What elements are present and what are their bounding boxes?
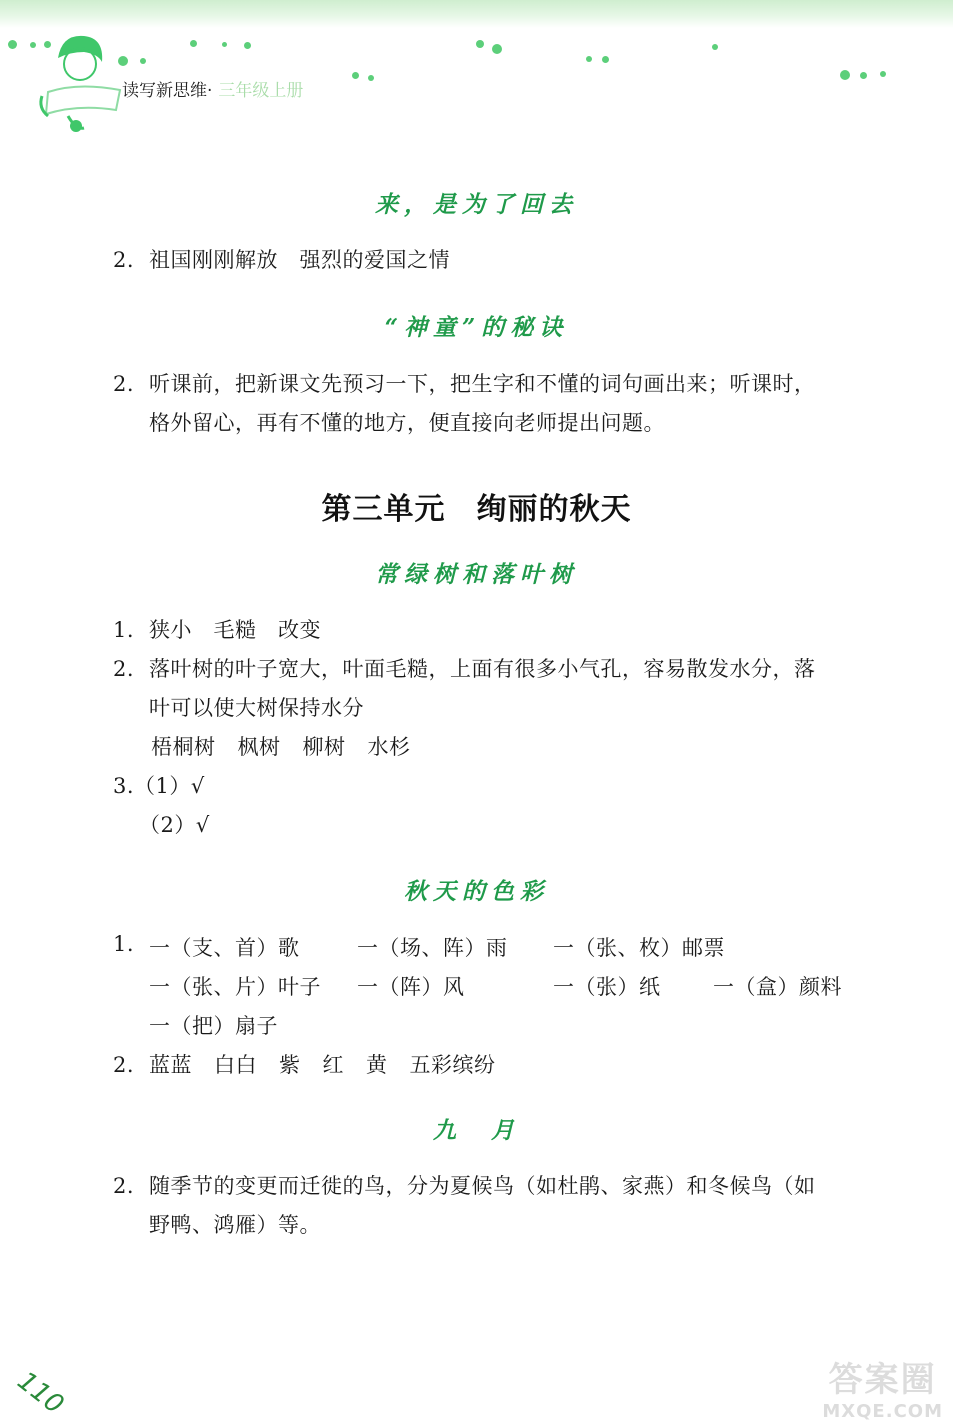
measure-word: 一（支、首）歌: [149, 936, 300, 960]
tree-name: 梧桐树: [151, 735, 216, 759]
tree-name: 柳树: [302, 735, 346, 759]
answer-line: [113, 244, 450, 274]
answer-text: 祖国刚刚解放 强烈的爱国之情: [149, 248, 450, 272]
book-subtitle: 三年级上册: [218, 81, 304, 101]
question-number: 1.: [113, 618, 135, 642]
answer-text: 落叶树的叶子宽大，叶面毛糙，上面有很多小气孔，容易散发水分，落: [149, 657, 816, 681]
section-title: 秋天的色彩: [404, 878, 549, 905]
question-number: 2.: [113, 372, 135, 396]
question-number: 1.: [113, 932, 135, 956]
header-dot: [602, 56, 609, 63]
question-number: 2.: [113, 1053, 135, 1077]
header-dot: [492, 44, 502, 54]
measure-word: 一（阵）风: [357, 975, 465, 999]
tree-name: 水杉: [367, 735, 411, 759]
header-dot: [840, 70, 850, 80]
measure-word: 一（张、片）叶子: [149, 975, 321, 999]
header-dot: [860, 72, 867, 79]
book-title: 读写新思维: [122, 81, 207, 101]
answer-line: [113, 932, 149, 956]
header-dot: [352, 72, 359, 79]
answer-text: 狭小 毛糙 改变: [149, 618, 321, 642]
watermark-logo: 答案圈: [828, 1360, 937, 1400]
book-header: 读写新思维· 三年级上册: [122, 81, 304, 101]
header-dot: [244, 42, 251, 49]
section-title: 九 月: [433, 1117, 520, 1144]
header-dot: [476, 40, 484, 48]
color-word: 红: [322, 1053, 344, 1077]
header-dot: [140, 58, 146, 64]
section-title: 来，是为了回去: [375, 191, 578, 218]
answer-line: [113, 1170, 816, 1200]
answer-line-continued: 野鸭、鸿雁）等。: [149, 1213, 321, 1237]
answer-text: 随季节的变更而迁徙的鸟，分为夏候鸟（如杜鹃、家燕）和冬候鸟（如: [149, 1174, 816, 1198]
answer-line: [113, 368, 816, 398]
header-dot: [190, 40, 197, 47]
measure-word: 一（张）纸: [553, 975, 661, 999]
answer-line-continued: 格外留心，再有不懂的地方，便直接向老师提出问题。: [149, 411, 665, 435]
answer-line: [113, 770, 205, 800]
question-number: 2.: [113, 248, 135, 272]
tree-name: 枫树: [237, 735, 281, 759]
answer-line-continued: 叶可以使大树保持水分: [149, 696, 364, 720]
watermark-url: MXQE.COM: [822, 1401, 943, 1422]
header-dot: [712, 44, 718, 50]
header-dot: [222, 42, 227, 47]
header-dot: [368, 75, 374, 81]
header-band: [0, 0, 953, 28]
measure-word: 一（把）扇子: [149, 1014, 278, 1038]
color-word: 紫: [279, 1053, 301, 1077]
measure-word: 一（张、枚）邮票: [553, 936, 725, 960]
question-number: 3.: [113, 774, 135, 798]
header-dot: [880, 71, 886, 77]
answer-line: [113, 614, 321, 644]
section-title: “神童”的秘诀: [384, 314, 569, 341]
watermark: [822, 1352, 943, 1422]
color-word: 黄: [366, 1053, 388, 1077]
header-dot: [8, 40, 17, 49]
color-word: 五彩缤纷: [409, 1053, 496, 1077]
section-title: 常绿树和落叶树: [375, 561, 578, 588]
check-answer: （1）√: [134, 774, 205, 798]
color-word: 蓝蓝: [149, 1053, 192, 1077]
measure-word: 一（场、阵）雨: [357, 936, 508, 960]
answer-text: 听课前，把新课文先预习一下，把生字和不懂的词句画出来；听课时，: [149, 372, 816, 396]
unit-title: 第三单元 绚丽的秋天: [321, 492, 632, 527]
question-number: 2.: [113, 1174, 135, 1198]
page-number: 110: [11, 1366, 70, 1421]
header-dot: [586, 56, 592, 62]
question-number: 2.: [113, 657, 135, 681]
tree-list: [151, 731, 411, 761]
check-answer: （2）√: [139, 813, 210, 837]
measure-word: 一（盒）颜料: [713, 975, 842, 999]
answer-line: [113, 1049, 496, 1079]
answer-line: [113, 653, 816, 683]
color-word: 白白: [214, 1053, 257, 1077]
